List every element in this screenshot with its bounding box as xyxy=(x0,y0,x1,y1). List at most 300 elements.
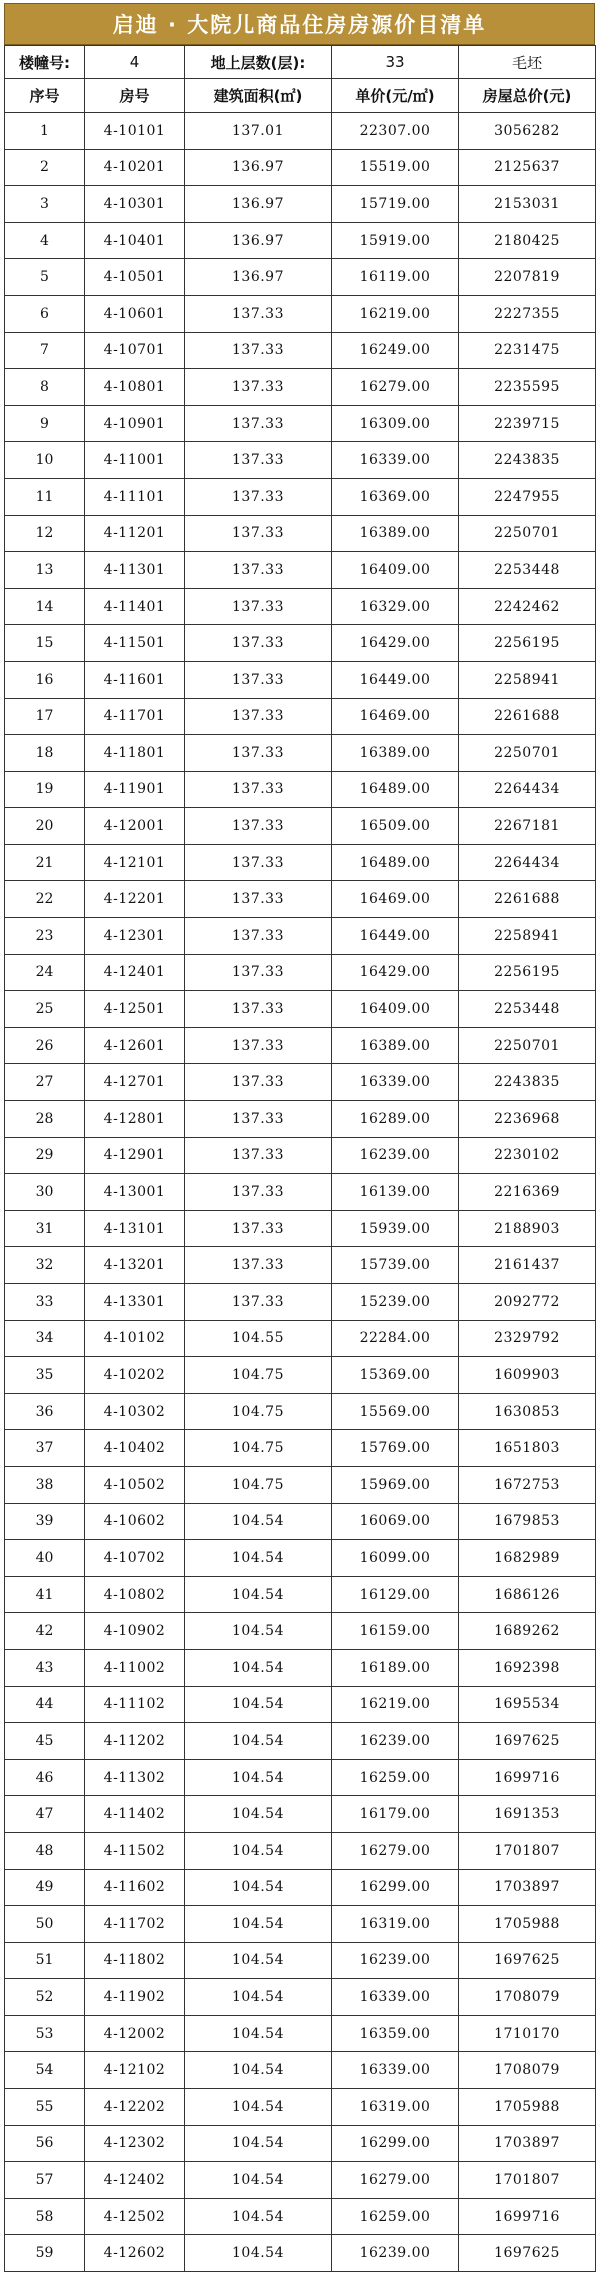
table-row xyxy=(5,1210,596,1247)
room-number: 4-10801 xyxy=(85,369,185,406)
table-row xyxy=(5,1686,596,1723)
unit-price: 16129.00 xyxy=(332,1576,459,1613)
room-number: 4-11701 xyxy=(85,698,185,735)
table-row xyxy=(5,2198,596,2235)
building-area: 137.33 xyxy=(185,1064,332,1101)
building-area: 137.33 xyxy=(185,808,332,845)
total-price: 2256195 xyxy=(459,954,596,991)
building-area: 137.33 xyxy=(185,954,332,991)
row-index: 41 xyxy=(5,1576,85,1613)
building-area: 137.33 xyxy=(185,552,332,589)
row-index: 50 xyxy=(5,1906,85,1943)
table-row xyxy=(5,222,596,259)
table-row xyxy=(5,1466,596,1503)
total-price: 2230102 xyxy=(459,1137,596,1174)
room-number: 4-10101 xyxy=(85,113,185,150)
building-area: 137.33 xyxy=(185,1101,332,1138)
row-index: 31 xyxy=(5,1210,85,1247)
room-number: 4-11702 xyxy=(85,1906,185,1943)
unit-price: 16469.00 xyxy=(332,881,459,918)
row-index: 36 xyxy=(5,1393,85,1430)
building-area: 104.75 xyxy=(185,1466,332,1503)
table-row xyxy=(5,2089,596,2126)
unit-price: 15939.00 xyxy=(332,1210,459,1247)
unit-price: 16339.00 xyxy=(332,442,459,479)
building-area: 137.33 xyxy=(185,369,332,406)
room-number: 4-12301 xyxy=(85,918,185,955)
unit-price: 16159.00 xyxy=(332,1613,459,1650)
building-area: 104.54 xyxy=(185,1942,332,1979)
row-index: 56 xyxy=(5,2125,85,2162)
total-price: 2261688 xyxy=(459,698,596,735)
total-price: 1679853 xyxy=(459,1503,596,1540)
total-price: 1695534 xyxy=(459,1686,596,1723)
row-index: 47 xyxy=(5,1796,85,1833)
unit-price: 16219.00 xyxy=(332,295,459,332)
room-number: 4-11002 xyxy=(85,1649,185,1686)
total-price: 2258941 xyxy=(459,918,596,955)
table-row xyxy=(5,1613,596,1650)
row-index: 52 xyxy=(5,1979,85,2016)
total-price: 2161437 xyxy=(459,1247,596,1284)
table-row xyxy=(5,369,596,406)
unit-price: 15739.00 xyxy=(332,1247,459,1284)
room-number: 4-10502 xyxy=(85,1466,185,1503)
total-price: 1701807 xyxy=(459,1832,596,1869)
total-price: 1703897 xyxy=(459,2125,596,2162)
room-number: 4-13101 xyxy=(85,1210,185,1247)
total-price: 1705988 xyxy=(459,1906,596,1943)
building-area: 136.97 xyxy=(185,186,332,223)
total-price: 2231475 xyxy=(459,332,596,369)
unit-price: 16279.00 xyxy=(332,2162,459,2199)
building-area: 104.54 xyxy=(185,1649,332,1686)
building-area: 137.33 xyxy=(185,918,332,955)
table-row xyxy=(5,515,596,552)
finish-type: 毛坯 xyxy=(459,46,596,79)
table-row xyxy=(5,625,596,662)
unit-price: 15569.00 xyxy=(332,1393,459,1430)
building-area: 104.54 xyxy=(185,1759,332,1796)
table-row xyxy=(5,1137,596,1174)
row-index: 15 xyxy=(5,625,85,662)
row-index: 46 xyxy=(5,1759,85,1796)
unit-price: 22284.00 xyxy=(332,1320,459,1357)
building-area: 137.33 xyxy=(185,1210,332,1247)
table-body xyxy=(5,113,596,2272)
table-row xyxy=(5,771,596,808)
building-area: 137.33 xyxy=(185,332,332,369)
row-index: 5 xyxy=(5,259,85,296)
row-index: 2 xyxy=(5,149,85,186)
table-row xyxy=(5,259,596,296)
total-price: 2253448 xyxy=(459,552,596,589)
unit-price: 16069.00 xyxy=(332,1503,459,1540)
building-area: 137.33 xyxy=(185,771,332,808)
row-index: 12 xyxy=(5,515,85,552)
row-index: 49 xyxy=(5,1869,85,1906)
total-price: 2207819 xyxy=(459,259,596,296)
table-row xyxy=(5,1503,596,1540)
unit-price: 16219.00 xyxy=(332,1686,459,1723)
unit-price: 15769.00 xyxy=(332,1430,459,1467)
total-price: 2216369 xyxy=(459,1174,596,1211)
row-index: 48 xyxy=(5,1832,85,1869)
building-area: 137.33 xyxy=(185,1137,332,1174)
room-number: 4-13301 xyxy=(85,1284,185,1321)
unit-price: 16249.00 xyxy=(332,332,459,369)
building-area: 137.33 xyxy=(185,1174,332,1211)
building-area: 137.33 xyxy=(185,295,332,332)
room-number: 4-11902 xyxy=(85,1979,185,2016)
room-number: 4-12502 xyxy=(85,2198,185,2235)
building-area: 137.33 xyxy=(185,625,332,662)
building-area: 104.54 xyxy=(185,2052,332,2089)
unit-price: 16389.00 xyxy=(332,735,459,772)
total-price: 1701807 xyxy=(459,2162,596,2199)
table-row xyxy=(5,1723,596,1760)
room-number: 4-11301 xyxy=(85,552,185,589)
building-area: 136.97 xyxy=(185,149,332,186)
total-price: 2253448 xyxy=(459,991,596,1028)
unit-price: 16329.00 xyxy=(332,588,459,625)
building-area: 104.75 xyxy=(185,1357,332,1394)
room-number: 4-12701 xyxy=(85,1064,185,1101)
room-number: 4-12201 xyxy=(85,881,185,918)
building-area: 136.97 xyxy=(185,259,332,296)
building-area: 137.33 xyxy=(185,405,332,442)
building-area: 104.75 xyxy=(185,1430,332,1467)
unit-price: 15369.00 xyxy=(332,1357,459,1394)
row-index: 30 xyxy=(5,1174,85,1211)
table-row xyxy=(5,588,596,625)
room-number: 4-10702 xyxy=(85,1540,185,1577)
unit-price: 16239.00 xyxy=(332,2235,459,2272)
building-area: 104.54 xyxy=(185,1613,332,1650)
total-price: 2329792 xyxy=(459,1320,596,1357)
table-row xyxy=(5,405,596,442)
total-price: 2239715 xyxy=(459,405,596,442)
room-number: 4-12002 xyxy=(85,2015,185,2052)
total-price: 1699716 xyxy=(459,2198,596,2235)
room-number: 4-11101 xyxy=(85,478,185,515)
room-number: 4-12102 xyxy=(85,2052,185,2089)
building-area: 137.33 xyxy=(185,735,332,772)
row-index: 23 xyxy=(5,918,85,955)
unit-price: 16429.00 xyxy=(332,954,459,991)
table-row xyxy=(5,918,596,955)
table-row xyxy=(5,1832,596,1869)
room-number: 4-10301 xyxy=(85,186,185,223)
unit-price: 16279.00 xyxy=(332,1832,459,1869)
table-row xyxy=(5,1357,596,1394)
building-area: 136.97 xyxy=(185,222,332,259)
room-number: 4-11102 xyxy=(85,1686,185,1723)
total-price: 1672753 xyxy=(459,1466,596,1503)
table-row xyxy=(5,552,596,589)
unit-price: 16239.00 xyxy=(332,1723,459,1760)
room-number: 4-10102 xyxy=(85,1320,185,1357)
total-price: 2264434 xyxy=(459,844,596,881)
building-area: 104.75 xyxy=(185,1393,332,1430)
building-area: 137.33 xyxy=(185,661,332,698)
row-index: 6 xyxy=(5,295,85,332)
total-price: 1697625 xyxy=(459,2235,596,2272)
row-index: 59 xyxy=(5,2235,85,2272)
total-price: 2227355 xyxy=(459,295,596,332)
building-area: 104.54 xyxy=(185,1979,332,2016)
table-row xyxy=(5,1101,596,1138)
room-number: 4-11801 xyxy=(85,735,185,772)
table-row xyxy=(5,478,596,515)
building-number-label: 楼幢号: xyxy=(5,46,85,79)
building-area: 137.33 xyxy=(185,881,332,918)
building-area: 104.54 xyxy=(185,2162,332,2199)
total-price: 1692398 xyxy=(459,1649,596,1686)
unit-price: 16489.00 xyxy=(332,844,459,881)
unit-price: 16179.00 xyxy=(332,1796,459,1833)
row-index: 27 xyxy=(5,1064,85,1101)
unit-price: 15969.00 xyxy=(332,1466,459,1503)
unit-price: 16259.00 xyxy=(332,2198,459,2235)
unit-price: 16359.00 xyxy=(332,2015,459,2052)
building-area: 104.54 xyxy=(185,1869,332,1906)
row-index: 21 xyxy=(5,844,85,881)
row-index: 19 xyxy=(5,771,85,808)
building-area: 104.54 xyxy=(185,1723,332,1760)
unit-price: 16239.00 xyxy=(332,1942,459,1979)
total-price: 1691353 xyxy=(459,1796,596,1833)
total-price: 2250701 xyxy=(459,515,596,552)
row-index: 24 xyxy=(5,954,85,991)
total-price: 1708079 xyxy=(459,1979,596,2016)
table-row xyxy=(5,1942,596,1979)
row-index: 16 xyxy=(5,661,85,698)
row-index: 7 xyxy=(5,332,85,369)
room-number: 4-11202 xyxy=(85,1723,185,1760)
row-index: 39 xyxy=(5,1503,85,1540)
row-index: 29 xyxy=(5,1137,85,1174)
unit-price: 16339.00 xyxy=(332,1979,459,2016)
room-number: 4-12402 xyxy=(85,2162,185,2199)
row-index: 13 xyxy=(5,552,85,589)
row-index: 3 xyxy=(5,186,85,223)
row-index: 51 xyxy=(5,1942,85,1979)
room-number: 4-12602 xyxy=(85,2235,185,2272)
room-number: 4-10302 xyxy=(85,1393,185,1430)
table-row xyxy=(5,1759,596,1796)
room-number: 4-10701 xyxy=(85,332,185,369)
unit-price: 16139.00 xyxy=(332,1174,459,1211)
table-row xyxy=(5,1174,596,1211)
unit-price: 16189.00 xyxy=(332,1649,459,1686)
row-index: 8 xyxy=(5,369,85,406)
table-row xyxy=(5,1869,596,1906)
unit-price: 16319.00 xyxy=(332,2089,459,2126)
room-number: 4-10402 xyxy=(85,1430,185,1467)
row-index: 17 xyxy=(5,698,85,735)
row-index: 18 xyxy=(5,735,85,772)
row-index: 4 xyxy=(5,222,85,259)
building-area: 104.54 xyxy=(185,2235,332,2272)
building-area: 104.54 xyxy=(185,1906,332,1943)
room-number: 4-11201 xyxy=(85,515,185,552)
room-number: 4-11401 xyxy=(85,588,185,625)
row-index: 28 xyxy=(5,1101,85,1138)
table-row xyxy=(5,1649,596,1686)
table-row xyxy=(5,295,596,332)
price-table xyxy=(4,45,596,2272)
room-number: 4-10201 xyxy=(85,149,185,186)
room-number: 4-10202 xyxy=(85,1357,185,1394)
table-row xyxy=(5,113,596,150)
total-price: 1705988 xyxy=(459,2089,596,2126)
row-index: 22 xyxy=(5,881,85,918)
unit-price: 16299.00 xyxy=(332,2125,459,2162)
row-index: 14 xyxy=(5,588,85,625)
room-number: 4-11001 xyxy=(85,442,185,479)
total-price: 2153031 xyxy=(459,186,596,223)
table-row xyxy=(5,698,596,735)
room-number: 4-11802 xyxy=(85,1942,185,1979)
total-price: 2250701 xyxy=(459,735,596,772)
unit-price: 16259.00 xyxy=(332,1759,459,1796)
room-number: 4-12202 xyxy=(85,2089,185,2126)
row-index: 37 xyxy=(5,1430,85,1467)
building-area: 137.33 xyxy=(185,588,332,625)
room-number: 4-10401 xyxy=(85,222,185,259)
unit-price: 16279.00 xyxy=(332,369,459,406)
building-area: 137.33 xyxy=(185,844,332,881)
row-index: 38 xyxy=(5,1466,85,1503)
table-row xyxy=(5,1796,596,1833)
table-row xyxy=(5,2235,596,2272)
total-price: 1699716 xyxy=(459,1759,596,1796)
row-index: 11 xyxy=(5,478,85,515)
table-row xyxy=(5,149,596,186)
unit-price: 16449.00 xyxy=(332,918,459,955)
unit-price: 16289.00 xyxy=(332,1101,459,1138)
unit-price: 16449.00 xyxy=(332,661,459,698)
building-area: 104.54 xyxy=(185,2015,332,2052)
table-row xyxy=(5,1906,596,1943)
room-number: 4-12401 xyxy=(85,954,185,991)
unit-price: 15719.00 xyxy=(332,186,459,223)
table-row xyxy=(5,332,596,369)
row-index: 42 xyxy=(5,1613,85,1650)
total-price: 1689262 xyxy=(459,1613,596,1650)
building-area: 104.54 xyxy=(185,1686,332,1723)
floors-value: 33 xyxy=(332,46,459,79)
row-index: 25 xyxy=(5,991,85,1028)
column-header-total-price: 房屋总价(元) xyxy=(459,79,596,113)
sheet-title: 启迪 · 大院儿商品住房房源价目清单 xyxy=(4,3,595,45)
total-price: 2092772 xyxy=(459,1284,596,1321)
room-number: 4-12302 xyxy=(85,2125,185,2162)
row-index: 10 xyxy=(5,442,85,479)
building-area: 137.33 xyxy=(185,442,332,479)
total-price: 1708079 xyxy=(459,2052,596,2089)
room-number: 4-11502 xyxy=(85,1832,185,1869)
building-area: 137.33 xyxy=(185,991,332,1028)
unit-price: 16409.00 xyxy=(332,552,459,589)
table-row xyxy=(5,442,596,479)
table-row xyxy=(5,808,596,845)
row-index: 44 xyxy=(5,1686,85,1723)
room-number: 4-10501 xyxy=(85,259,185,296)
floors-label: 地上层数(层): xyxy=(185,46,332,79)
room-number: 4-11402 xyxy=(85,1796,185,1833)
table-row xyxy=(5,1320,596,1357)
total-price: 2258941 xyxy=(459,661,596,698)
room-number: 4-10601 xyxy=(85,295,185,332)
building-area: 104.55 xyxy=(185,1320,332,1357)
column-header-area: 建筑面积(㎡) xyxy=(185,79,332,113)
total-price: 2261688 xyxy=(459,881,596,918)
table-row xyxy=(5,735,596,772)
row-index: 40 xyxy=(5,1540,85,1577)
room-number: 4-12901 xyxy=(85,1137,185,1174)
total-price: 2256195 xyxy=(459,625,596,662)
total-price: 2243835 xyxy=(459,442,596,479)
unit-price: 16389.00 xyxy=(332,515,459,552)
total-price: 2236968 xyxy=(459,1101,596,1138)
table-row xyxy=(5,991,596,1028)
room-number: 4-12601 xyxy=(85,1027,185,1064)
row-index: 54 xyxy=(5,2052,85,2089)
total-price: 1697625 xyxy=(459,1723,596,1760)
building-area: 104.54 xyxy=(185,2089,332,2126)
row-index: 55 xyxy=(5,2089,85,2126)
building-area: 104.54 xyxy=(185,1503,332,1540)
unit-price: 16339.00 xyxy=(332,1064,459,1101)
total-price: 2188903 xyxy=(459,1210,596,1247)
table-row xyxy=(5,1393,596,1430)
room-number: 4-11302 xyxy=(85,1759,185,1796)
unit-price: 16369.00 xyxy=(332,478,459,515)
building-area: 137.33 xyxy=(185,698,332,735)
room-number: 4-11501 xyxy=(85,625,185,662)
room-number: 4-11602 xyxy=(85,1869,185,1906)
unit-price: 16389.00 xyxy=(332,1027,459,1064)
row-index: 34 xyxy=(5,1320,85,1357)
building-area: 137.33 xyxy=(185,1247,332,1284)
row-index: 58 xyxy=(5,2198,85,2235)
total-price: 2267181 xyxy=(459,808,596,845)
unit-price: 16309.00 xyxy=(332,405,459,442)
unit-price: 16099.00 xyxy=(332,1540,459,1577)
row-index: 9 xyxy=(5,405,85,442)
room-number: 4-12001 xyxy=(85,808,185,845)
total-price: 2242462 xyxy=(459,588,596,625)
unit-price: 22307.00 xyxy=(332,113,459,150)
unit-price: 16469.00 xyxy=(332,698,459,735)
building-area: 104.54 xyxy=(185,1576,332,1613)
total-price: 2247955 xyxy=(459,478,596,515)
total-price: 2125637 xyxy=(459,149,596,186)
table-row xyxy=(5,844,596,881)
table-row xyxy=(5,1540,596,1577)
room-number: 4-10901 xyxy=(85,405,185,442)
unit-price: 16239.00 xyxy=(332,1137,459,1174)
table-row xyxy=(5,2015,596,2052)
total-price: 2235595 xyxy=(459,369,596,406)
room-number: 4-12501 xyxy=(85,991,185,1028)
price-list-sheet xyxy=(4,3,595,2272)
total-price: 1686126 xyxy=(459,1576,596,1613)
room-number: 4-13201 xyxy=(85,1247,185,1284)
total-price: 2264434 xyxy=(459,771,596,808)
